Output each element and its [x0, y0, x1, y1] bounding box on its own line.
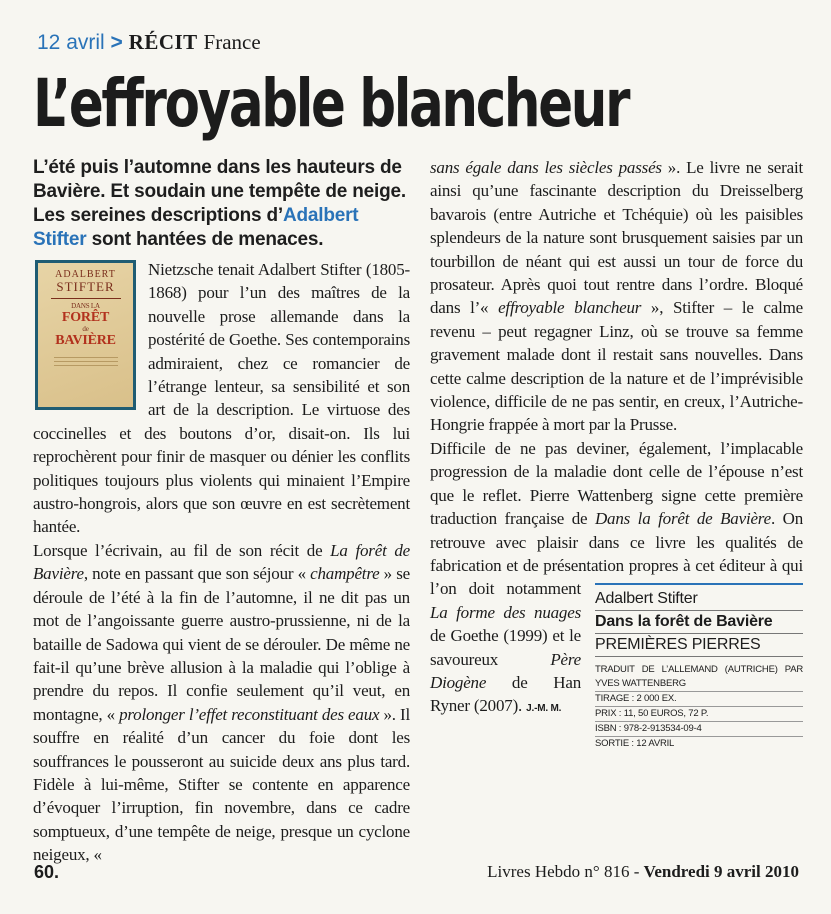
page-number: 60. [34, 862, 60, 882]
kicker-country: France [203, 30, 261, 54]
publication-date: Vendredi 9 avril 2010 [643, 862, 799, 881]
paragraph-3: Difficile de ne pas deviner, également, l’implacable progression de la maladie dont celle de l’épouse n’est que le reflet. Pierre Wattenberg signe cette première traduction française de Dans la forêt de Bavière. On retrouve avec plaisir dans ce livre les qualités de fabrication et de présentation propres à cet éditeur à qui l’on doit notamment Adalbert Stifter Dans la forêt de Bavière PREMIÈRES PIERRES TRADUIT DE L’ALLEMAND (AUTRICHE) PAR YVES WATTENBERG TIRAGE : 2 000 EX. PRIX : 11, 50 EUROS, 72 P. ISBN : 978-2-913534-09-4 SORTIE : 12 AVRIL La forme des nuages de Goethe (1999) et le savoureux Père Diogène de Han Ryner (2007). J.-M. M. [430, 438, 803, 750]
cover-title-2: BAVIÈRE [55, 333, 116, 348]
cover-title-small-2: de [82, 325, 89, 333]
cover-rule [51, 298, 121, 299]
cover-decor-lines [54, 354, 118, 369]
infobox-author: Adalbert Stifter [595, 590, 698, 608]
author-credit: J.-M. M. [526, 703, 562, 715]
publication-name: Livres Hebdo n° 816 - [487, 862, 644, 881]
paragraph-2-start: Lorsque l’écrivain, au fil de son récit de La forêt de Bavière, note en passant que son séjour « champêtre » se déroule de l’été à la fin de l’automne, il ne dit pas un mot de l’angoissante guerre austro-prussienne, ni de la bataille de Sadowa qui vient de se dérouler. De même ne fait-il qu’une brève allusion à la maladie qui l’oblige à prendre du repos. Il confie seulement qu’il veut, en montagne, « prolonger l’effet reconstituant des eaux ». Il souffre en réalité d’un cancer du foie dont les souffrances le pousseront au suicide deux ans plus tard. Fidèle à lui-même, Stifter se contente en apparence d’évoquer l’irruption, fin novembre, dans ce cadre somptueux, d’une tempête de neige, presque un cyclone neigeux, « [33, 540, 410, 865]
infobox-isbn: ISBN : 978-2-913534-09-4 [595, 722, 803, 737]
headline: L’effroyable blancheur [33, 65, 629, 142]
book-cover-image [35, 260, 136, 410]
cover-title-small: DANS LA [71, 302, 100, 310]
footer-publication [487, 862, 799, 882]
infobox-title: Dans la forêt de Bavière [595, 610, 803, 633]
infobox-tirage: TIRAGE : 2 000 EX. [595, 692, 803, 707]
left-column [33, 156, 410, 867]
paragraph-2-end: sans égale dans les siècles passés ». Le livre ne serait ainsi qu’une fascinante description du Dreisselberg bavarois (entre Autriche et Tchéquie) où les paisibles splendeurs de la nature sont brusquement saisies par un tourbillon de néant qui est aussi un tour de force du prosateur. Après quoi tout rentre dans l’ordre. Bloqué dans l’« effroyable blancheur », Stifter – le calme revenu – peut regagner Linz, où se trouve sa femme gravement malade dont il restait sans nouvelles. Dans cette calme description de la nature et de l’imprévisible violence, difficile de ne pas sentir, en creux, l’Autriche-Hongrie frappée à mort par la Prusse. [430, 158, 803, 435]
right-column [430, 156, 803, 751]
cover-author-last: STIFTER [56, 279, 115, 294]
kicker [37, 28, 261, 57]
kicker-section: RÉCIT [128, 30, 198, 54]
infobox-publisher: PREMIÈRES PIERRES [595, 633, 803, 657]
article-body-left [33, 258, 410, 867]
kicker-date: 12 avril [37, 31, 105, 54]
infobox-sortie: SORTIE : 12 AVRIL [595, 738, 675, 750]
lede [33, 156, 410, 252]
kicker-arrow: > [110, 31, 123, 54]
lede-text: L’été puis l’automne dans les hauteurs de Bavière. Et soudain une tempête de neige. Les sereines descriptions d’ [33, 157, 406, 226]
infobox-prix: PRIX : 11, 50 EUROS, 72 P. [595, 707, 803, 722]
paragraph-1: Nietzsche tenait Adalbert Stifter (1805-1868) pour l’un des maîtres de la nouvelle prose allemande dans la postérité de Goethe. Ses contemporains admiraient, chez ce romancier de l’étrange lenteur, sa sensibilité et son art de la description. Le virtuose des coccinelles et des boutons d’or, disait-on. Ils lui reprochèrent pour finir de masquer ou dénier les conflits politiques toujours plus violents qui minaient l’Empire austro-hongrois, alors que son œuvre en est secrètement hantée. [33, 260, 410, 537]
lede-author: Adalbert Stifter [33, 205, 359, 250]
book-infobox [595, 583, 803, 751]
cover-title-1: FORÊT [61, 310, 110, 325]
infobox-translation: TRADUIT DE L’ALLEMAND (AUTRICHE) PAR YVES WATTENBERG [595, 663, 803, 692]
article-body-right [430, 156, 803, 750]
lede-text-end: sont hantées de menaces. [86, 229, 324, 250]
cover-author-first: ADALBERT [55, 269, 116, 280]
